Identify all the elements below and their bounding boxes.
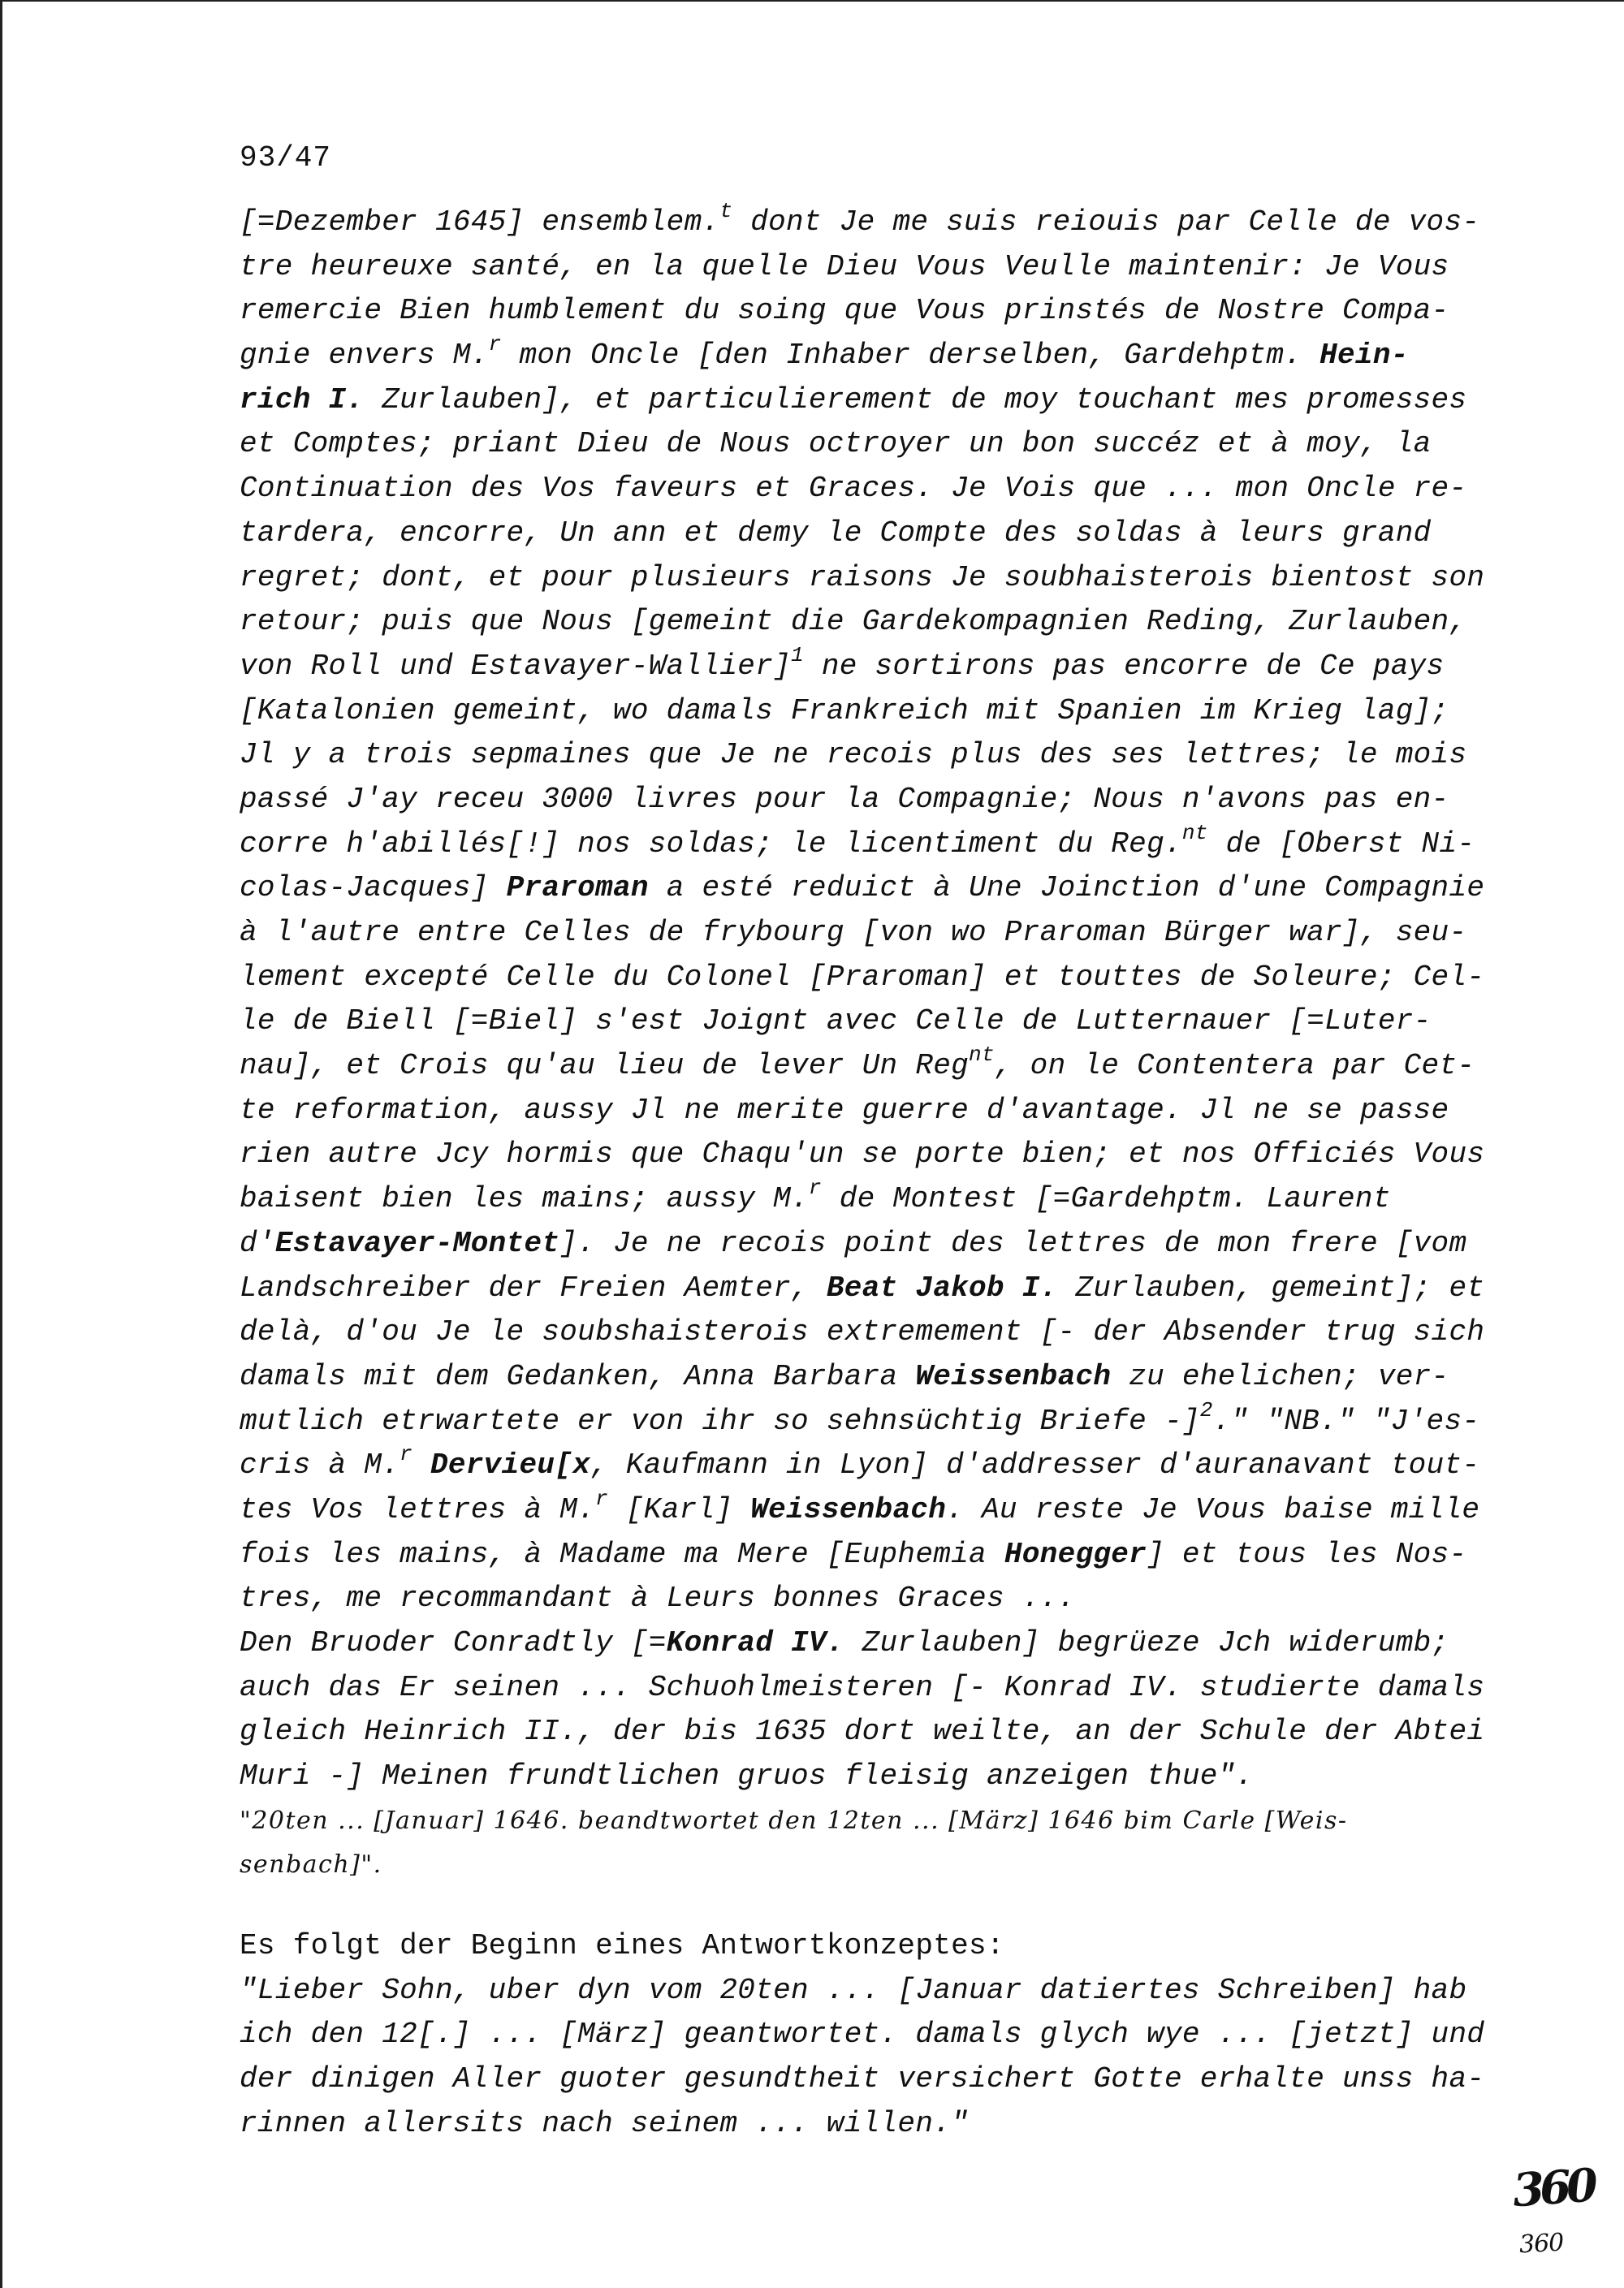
transcription-line [240, 1577, 1490, 1621]
text-segment: tre heureuxe santé, en la quelle Dieu Vous Veulle maintenir: Je Vous [240, 249, 1449, 283]
name-highlight: rich I. [240, 382, 365, 417]
transcription-line [240, 1133, 1490, 1177]
transcription-line [240, 1710, 1490, 1755]
transcription-line [240, 689, 1490, 734]
superscript: r [488, 332, 502, 357]
transcription-line [240, 1355, 1490, 1400]
transcription-line [240, 201, 1490, 245]
text-segment: von Roll und Estavayer-Wallier] [240, 649, 792, 683]
text-segment: retour; puis que Nous [gemeint die Gardekompagnien Reding, Zurlauben, [240, 605, 1467, 639]
text-segment: tres, me recommandant à Leurs bonnes Graces ... [240, 1582, 1076, 1616]
handwritten-archive-number: 360 [1510, 2158, 1596, 2218]
transcription-line [240, 1666, 1490, 1711]
handwritten-note-line [240, 1799, 1490, 1844]
superscript: 2 [1199, 1397, 1213, 1422]
text-segment: Den Bruoder Conradtly [= [240, 1626, 667, 1660]
text-segment: regret; dont, et pour plusieurs raisons Je soubhaisterois bientost son [240, 560, 1485, 594]
text-segment: , Kaufmann in Lyon] d'addresser d'auranavant tout- [590, 1448, 1480, 1483]
transcription-line [240, 733, 1490, 778]
superscript: r [808, 1176, 822, 1201]
text-segment: à l'autre entre Celles de frybourg [von wo Praroman Bürger war], seu- [240, 916, 1467, 949]
text-segment: lement excepté Celle du Colonel [Praroman] et touttes de Soleure; Cel- [240, 960, 1485, 994]
reply-draft-line: ich den 12[.] ... [März] geantwortet. damals glych wye ... [jetzt] und [240, 2018, 1485, 2052]
name-highlight: Beat Jakob I. [826, 1271, 1058, 1305]
superscript: r [595, 1486, 608, 1511]
transcription-line [240, 1488, 1490, 1533]
transcription-line [240, 1089, 1490, 1133]
transcription-body [240, 201, 1490, 1888]
text-segment: gleich Heinrich II., der bis 1635 dort weilte, an der Schule der Abtei [240, 1715, 1485, 1749]
text-segment: tardera, encorre, Un ann et demy le Compte des soldas à leurs grand [240, 516, 1432, 550]
text-segment: de [Oberst Ni- [1207, 827, 1475, 861]
text-segment: rien autre Jcy hormis que Chaqu'un se porte bien; et nos Officiés Vous [240, 1138, 1485, 1172]
transcription-line [240, 378, 1490, 423]
transcription-line [240, 956, 1490, 1000]
transcription-line [240, 642, 1490, 689]
transcription-line [240, 999, 1490, 1044]
text-segment: Landschreiber der Freien Aemter, [240, 1271, 827, 1305]
text-segment: senbach]". [240, 1850, 382, 1880]
name-highlight: Praroman [506, 871, 649, 905]
text-segment: fois les mains, à Madame ma Mere [Euphemia [240, 1537, 1004, 1571]
transcription-line [240, 911, 1490, 956]
text-segment [412, 1448, 430, 1482]
transcription-line [240, 1044, 1490, 1089]
transcription-line [240, 512, 1490, 556]
name-highlight: Hein- [1320, 339, 1409, 373]
text-segment: Muri -] Meinen frundtlichen gruos fleisig anzeigen thue". [240, 1759, 1254, 1794]
text-segment: . Au reste Je Vous baise mille [946, 1492, 1480, 1526]
text-segment: auch das Er seinen ... Schuohlmeisteren [- Konrad IV. studierte damals [240, 1670, 1485, 1704]
transcription-line [240, 1397, 1490, 1444]
text-segment: cris à M. [240, 1448, 400, 1483]
reply-draft-line: "Lieber Sohn, uber dyn vom 20ten ... [Januar datiertes Schreiben] hab [240, 1973, 1467, 2007]
transcription-line [240, 1310, 1490, 1355]
handwritten-note-line [240, 1843, 1490, 1888]
transcription-line [240, 1267, 1490, 1311]
transcription-line [240, 245, 1490, 290]
text-segment: ] et tous les Nos- [1147, 1537, 1467, 1571]
text-segment: tes Vos lettres à M. [240, 1492, 596, 1526]
text-segment: d' [240, 1226, 275, 1260]
text-segment: Zurlauben, gemeint]; et [1057, 1271, 1485, 1305]
text-segment: le de Biell [=Biel] s'est Joignt avec Celle de Lutternauer [=Luter- [240, 1004, 1432, 1038]
superscript: 1 [791, 642, 804, 667]
text-segment: [Katalonien gemeint, wo damals Frankreich mit Spanien im Krieg lag]; [240, 693, 1449, 727]
transcription-line [240, 1755, 1490, 1799]
text-segment: "20ten ... [Januar] 1646. beandtwortet den 12ten ... [März] 1646 bim Carle [Weis- [240, 1806, 1348, 1835]
page-number: 93/47 [240, 141, 332, 175]
text-segment: Zurlauben] begrüeze Jch widerumb; [844, 1626, 1449, 1660]
transcription-line [240, 778, 1490, 822]
text-segment: ." "NB." "J'es- [1212, 1404, 1480, 1438]
text-segment: [=Dezember 1645] ensemblem. [240, 205, 720, 239]
text-segment: baisent bien les mains; aussy M. [240, 1182, 809, 1216]
text-segment: Zurlauben], et particulierement de moy touchant mes promesses [364, 382, 1467, 417]
transcription-line [240, 467, 1490, 512]
text-segment: delà, d'ou Je le soubshaisterois extremement [- der Absender trug sich [240, 1315, 1485, 1349]
text-segment: ne sortirons pas encorre de Ce pays [803, 649, 1445, 683]
text-segment: nau], et Crois qu'au lieu de lever Un Reg [240, 1049, 970, 1083]
transcription-line [240, 600, 1490, 645]
transcription-line [240, 822, 1490, 867]
text-segment: passé J'ay receu 3000 livres pour la Compagnie; Nous n'avons pas en- [240, 782, 1449, 816]
text-segment: damals mit dem Gedanken, Anna Barbara [240, 1359, 916, 1393]
reply-draft-line: der dinigen Aller guoter gesundtheit versichert Gotte erhalte unss ha- [240, 2062, 1485, 2096]
text-segment: gnie envers M. [240, 339, 489, 373]
text-segment: remercie Bien humblement du soing que Vous prinstés de Nostre Compa- [240, 294, 1449, 328]
text-segment: corre h'abillés[!] nos soldas; le licentiment du Reg. [240, 827, 1182, 861]
transcription-line [240, 422, 1490, 467]
superscript: t [719, 199, 733, 223]
text-segment: mon Oncle [den Inhaber derselben, Gardehptm. [501, 339, 1320, 373]
text-segment: , on le Contentera par Cet- [994, 1049, 1475, 1083]
name-highlight: Dervieu[x [430, 1448, 591, 1483]
transcription-line [240, 334, 1490, 378]
reply-draft-section [240, 1924, 1490, 2146]
superscript: nt [969, 1043, 995, 1068]
text-segment: te reformation, aussy Jl ne merite guerre d'avantage. Jl ne se passe [240, 1093, 1449, 1127]
name-highlight: Weissenbach [915, 1359, 1112, 1393]
transcription-line [240, 1177, 1490, 1222]
reply-draft-line: rinnen allersits nach seinem ... willen." [240, 2106, 970, 2140]
name-highlight: Estavayer-Montet [274, 1226, 560, 1260]
name-highlight: Konrad IV. [666, 1626, 844, 1660]
transcription-line [240, 1222, 1490, 1267]
transcription-line [240, 289, 1490, 334]
transcription-line [240, 866, 1490, 911]
name-highlight: Honegger [1004, 1537, 1147, 1571]
superscript: r [400, 1442, 413, 1467]
text-segment: a esté reduict à Une Joinction d'une Compagnie [648, 871, 1485, 905]
handwritten-archive-number-small: 360 [1518, 2228, 1565, 2260]
text-segment: et Comptes; priant Dieu de Nous octroyer un bon succéz et à moy, la [240, 427, 1432, 461]
text-segment: dont Je me suis reiouis par Celle de vos- [732, 205, 1480, 239]
text-segment: mutlich etrwartete er von ihr so sehnsüchtig Briefe -] [240, 1404, 1200, 1438]
text-segment: zu ehelichen; ver- [1111, 1359, 1449, 1393]
text-segment: de Montest [=Gardehptm. Laurent [821, 1182, 1391, 1216]
text-segment: colas-Jacques] [240, 871, 507, 905]
transcription-line [240, 1621, 1490, 1666]
superscript: nt [1181, 820, 1208, 845]
transcription-line [240, 1444, 1490, 1488]
transcription-line [240, 556, 1490, 601]
text-segment: [Karl] [607, 1492, 751, 1526]
transcription-line [240, 1533, 1490, 1578]
text-segment: ]. Je ne recois point des lettres de mon frere [vom [559, 1226, 1467, 1260]
name-highlight: Weissenbach [750, 1492, 947, 1526]
text-segment: Jl y a trois sepmaines que Je ne recois plus des ses lettres; le mois [240, 738, 1467, 772]
reply-draft-heading: Es folgt der Beginn eines Antwortkonzeptes: [240, 1929, 1004, 1962]
text-segment: Continuation des Vos faveurs et Graces. Je Vois que ... mon Oncle re- [240, 472, 1467, 506]
